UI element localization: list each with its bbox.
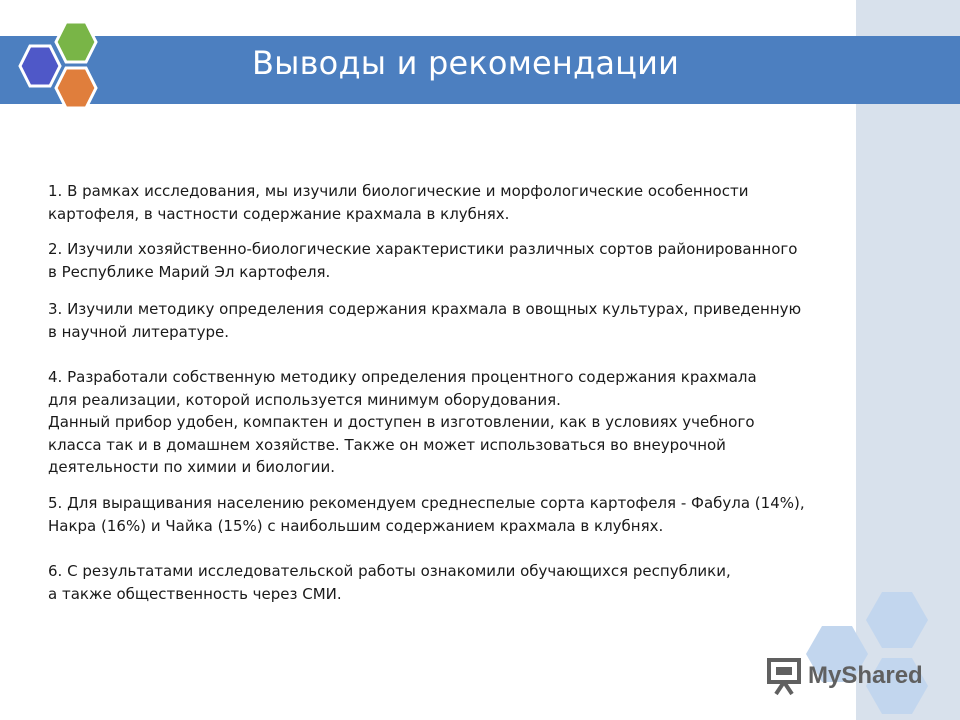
hex-blue bbox=[20, 46, 60, 86]
text-line: 5. Для выращивания населению рекомендуем среднеспелые сорта картофеля - Фабула (14%), bbox=[48, 494, 805, 512]
hex-green bbox=[56, 22, 96, 62]
conclusion-item-2 bbox=[48, 238, 908, 283]
text-line: 4. Разработали собственную методику определения процентного содержания крахмала bbox=[48, 368, 757, 386]
hexagon-decoration-bottom-right bbox=[800, 586, 960, 720]
text-line: Данный прибор удобен, компактен и доступен в изготовлении, как в условиях учебного bbox=[48, 413, 755, 431]
hex-orange bbox=[56, 68, 96, 108]
conclusion-item-3 bbox=[48, 298, 908, 343]
text-line: а также общественность через СМИ. bbox=[48, 584, 342, 603]
text-line: для реализации, которой используется минимум оборудования. bbox=[48, 390, 561, 409]
hex-light bbox=[866, 592, 928, 648]
presentation-board-icon bbox=[766, 656, 806, 696]
text-line: деятельности по химии и биологии. bbox=[48, 458, 336, 476]
text-line: класса так и в домашнем хозяйстве. Также он может использоваться во внеурочной bbox=[48, 435, 726, 454]
conclusion-item-5 bbox=[48, 492, 908, 537]
text-line: картофеля, в частности содержание крахмала в клубнях. bbox=[48, 204, 510, 223]
text-line: 6. С результатами исследовательской работы ознакомили обучающихся республики, bbox=[48, 562, 731, 580]
conclusion-item-6 bbox=[48, 560, 908, 605]
text-line: в научной литературе. bbox=[48, 322, 229, 341]
hexagon-cluster-decoration bbox=[8, 18, 118, 118]
text-line: 3. Изучили методику определения содержания крахмала в овощных культурах, приведенную bbox=[48, 300, 802, 318]
text-line: 1. В рамках исследования, мы изучили биологические и морфологические особенности bbox=[48, 182, 749, 200]
conclusion-item-1 bbox=[48, 180, 908, 225]
text-line: 2. Изучили хозяйственно-биологические характеристики различных сортов районированного bbox=[48, 240, 798, 258]
conclusion-item-4 bbox=[48, 366, 908, 479]
slide-title: Выводы и рекомендации bbox=[252, 44, 680, 82]
text-line: в Республике Марий Эл картофеля. bbox=[48, 262, 331, 281]
text-line: Накра (16%) и Чайка (15%) с наибольшим содержанием крахмала в клубнях. bbox=[48, 516, 664, 535]
watermark-text: MyShared bbox=[808, 662, 923, 689]
